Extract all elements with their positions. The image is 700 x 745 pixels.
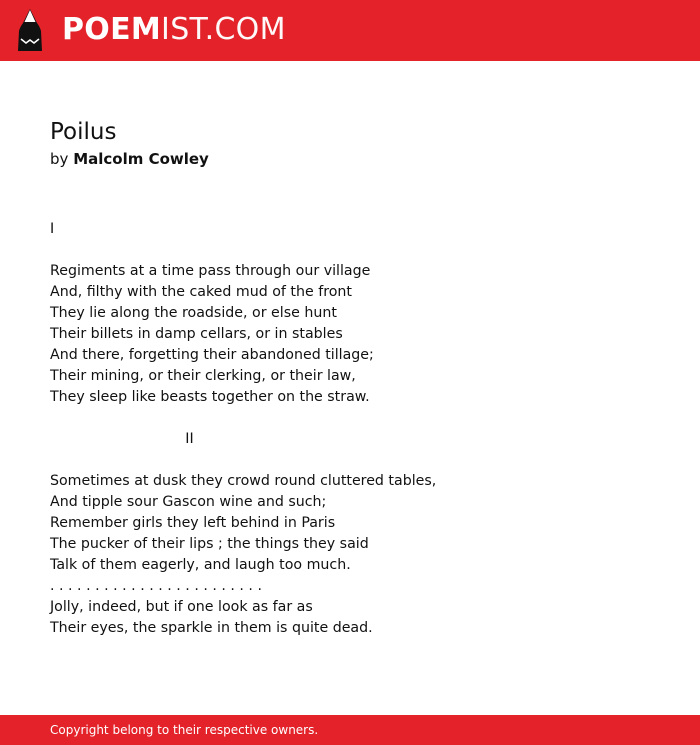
poem-line: And, filthy with the caked mud of the front: [50, 284, 352, 300]
poem-line: . . . . . . . . . . . . . . . . . . . . . . . .: [50, 578, 262, 594]
poem-line: [50, 240, 650, 261]
poem-line: [50, 408, 650, 429]
pencil-tip-icon[interactable]: [17, 9, 43, 52]
site-header: [0, 0, 700, 61]
poem-line: II: [50, 431, 194, 447]
poem-line: The pucker of their lips ; the things they said: [50, 536, 369, 552]
poem-line: They lie along the roadside, or else hunt: [50, 305, 337, 321]
poem-line: Their mining, or their clerking, or their law,: [50, 368, 356, 384]
byline: [50, 149, 209, 169]
brand-rest: IST.COM: [161, 12, 286, 47]
poem-line: Talk of them eagerly, and laugh too much.: [50, 557, 351, 573]
poem-line: Their eyes, the sparkle in them is quite dead.: [50, 620, 373, 636]
author-name: Malcolm Cowley: [73, 150, 209, 168]
poem-line: Sometimes at dusk they crowd round cluttered tables,: [50, 473, 437, 489]
copyright-text: Copyright belong to their respective owners.: [50, 723, 319, 737]
poem-body: [50, 219, 650, 639]
poem-line: And tipple sour Gascon wine and such;: [50, 494, 327, 510]
poem-line: Remember girls they left behind in Paris: [50, 515, 336, 531]
poem-title: Poilus: [50, 119, 117, 145]
poem-line: Regiments at a time pass through our village: [50, 263, 371, 279]
poem-line: Jolly, indeed, but if one look as far as: [50, 599, 313, 615]
poem-line: [50, 450, 650, 471]
brand-bold: POEM: [62, 12, 162, 47]
poem-line: Their billets in damp cellars, or in stables: [50, 326, 343, 342]
by-label: by: [50, 150, 69, 168]
poem-line: I: [50, 221, 55, 237]
poem-line: They sleep like beasts together on the straw.: [50, 389, 370, 405]
site-logo-link[interactable]: [62, 13, 286, 47]
site-footer: [0, 715, 700, 745]
poem-line: And there, forgetting their abandoned tillage;: [50, 347, 374, 363]
